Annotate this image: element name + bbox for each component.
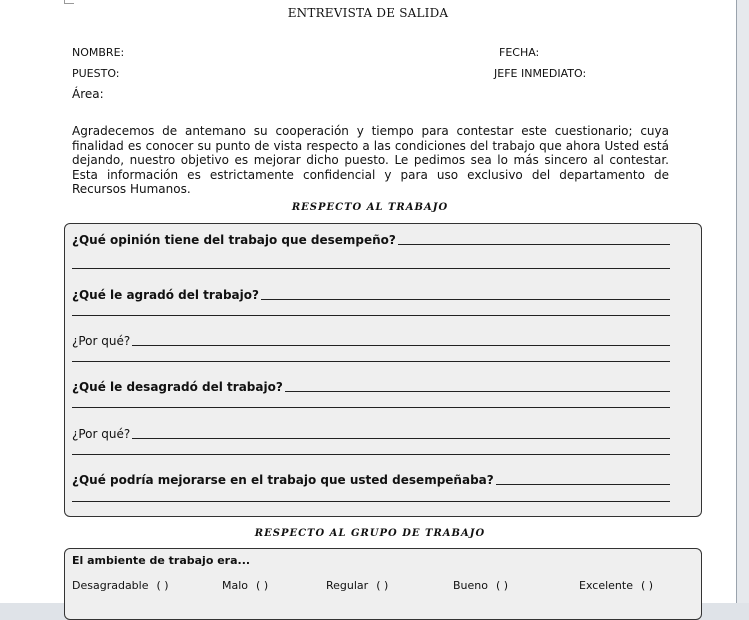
intro-paragraph: Agradecemos de antemano su cooperación y tiempo para contestar este cuestionario; cuya finalidad es conocer su punto de vista respecto a las condiciones del trabajo que ahora Usted está dejando, nuestro objetivo es mejorar dicho puesto. Le pedimos sea lo más sincero al contestar. Esta información es estrictamente confidencial y para uso exclusivo del departamento de Recursos Humanos. <box>72 124 669 196</box>
answer-line[interactable] <box>72 361 670 362</box>
answer-line[interactable] <box>398 243 670 245</box>
question-label: ¿Qué le agradó del trabajo? <box>72 288 259 302</box>
answer-line[interactable] <box>72 454 670 455</box>
option-label: Bueno <box>453 579 488 592</box>
answer-line[interactable] <box>132 437 670 439</box>
answer-line[interactable] <box>72 407 670 408</box>
question-label: ¿Por qué? <box>72 427 131 441</box>
option-label: Regular <box>326 579 369 592</box>
answer-line[interactable] <box>72 268 670 269</box>
answer-line[interactable] <box>72 315 670 316</box>
question-label: ¿Qué podría mejorarse en el trabajo que usted desempeñaba? <box>72 473 494 487</box>
option-label: Desagradable <box>72 579 149 592</box>
answer-line[interactable] <box>72 501 670 502</box>
checkbox[interactable]: ( ) <box>156 579 169 592</box>
question-row <box>72 332 670 348</box>
document-title: ENTREVISTA DE SALIDA <box>287 6 449 20</box>
question-row <box>72 425 670 441</box>
questions-box-trabajo <box>64 223 702 517</box>
answer-line[interactable] <box>132 344 670 346</box>
option-excelente[interactable] <box>579 579 653 592</box>
option-label: Malo <box>222 579 249 592</box>
checkbox[interactable]: ( ) <box>376 579 389 592</box>
field-puesto: PUESTO: <box>72 67 120 80</box>
option-desagradable[interactable] <box>72 579 169 592</box>
field-jefe-inmediato: JEFE INMEDIATO: <box>494 67 587 80</box>
answer-line[interactable] <box>285 390 670 392</box>
answer-line[interactable] <box>496 483 670 485</box>
question-label: ¿Qué opinión tiene del trabajo que desempeño? <box>72 233 396 247</box>
option-bueno[interactable] <box>453 579 508 592</box>
question-label: ¿Qué le desagradó del trabajo? <box>72 380 283 394</box>
field-area: Área: <box>72 87 104 101</box>
option-malo[interactable] <box>222 579 268 592</box>
checkbox[interactable]: ( ) <box>256 579 269 592</box>
checkbox[interactable]: ( ) <box>640 579 654 592</box>
question-label: ¿Por qué? <box>72 334 131 348</box>
section-heading-grupo: RESPECTO AL GRUPO DE TRABAJO <box>254 528 486 539</box>
window-right-edge <box>737 0 749 603</box>
section-heading-trabajo: RESPECTO AL TRABAJO <box>291 202 449 213</box>
field-nombre: NOMBRE: <box>72 46 125 59</box>
answer-line[interactable] <box>261 298 670 300</box>
option-regular[interactable] <box>326 579 388 592</box>
question-row <box>72 231 670 247</box>
question-row <box>72 286 670 302</box>
margin-corner-mark <box>64 0 74 4</box>
question-label: El ambiente de trabajo era... <box>72 554 251 567</box>
checkbox[interactable]: ( ) <box>496 579 509 592</box>
question-row <box>72 471 670 487</box>
question-row <box>72 378 670 394</box>
questions-box-grupo <box>64 548 702 620</box>
field-fecha: FECHA: <box>499 46 540 59</box>
option-label: Excelente <box>579 579 633 592</box>
